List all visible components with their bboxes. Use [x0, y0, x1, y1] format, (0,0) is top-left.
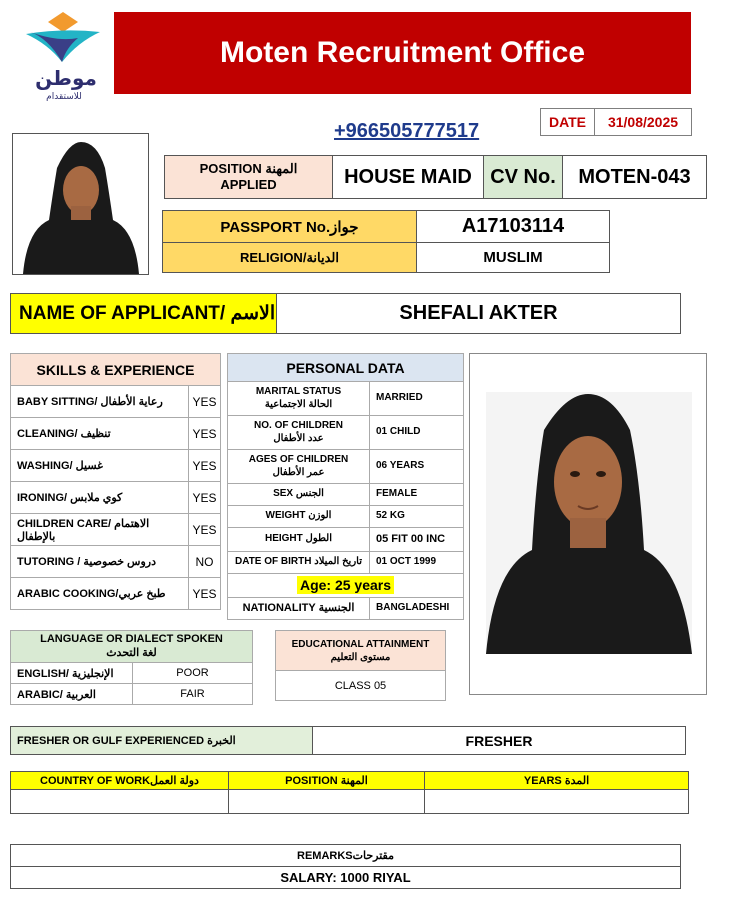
education-title: EDUCATIONAL ATTAINMENT مستوى التعليم	[276, 631, 446, 671]
skill-label: IRONING/ كوي ملابس	[11, 482, 189, 514]
language-level: POOR	[133, 663, 253, 684]
passport-table	[162, 210, 610, 273]
position-label: POSITION المهنة APPLIED	[165, 156, 333, 198]
passport-label: PASSPORT No.جواز	[163, 211, 417, 243]
language-table	[10, 630, 253, 705]
applicant-name-row	[10, 293, 681, 334]
skill-value: YES	[189, 450, 221, 482]
skills-table	[10, 353, 221, 610]
weight-label: WEIGHT الوزن	[228, 506, 370, 528]
sex-label: SEX الجنس	[228, 484, 370, 506]
work-years-cell	[425, 790, 689, 814]
skill-row	[11, 546, 221, 578]
language-title: LANGUAGE OR DIALECT SPOKEN لغة التحدث	[11, 631, 253, 663]
position-value: HOUSE MAID	[333, 156, 484, 198]
skill-row	[11, 418, 221, 450]
country-of-work-header: COUNTRY OF WORKدولة العمل	[11, 772, 229, 790]
work-years-header: YEARS المدة	[425, 772, 689, 790]
work-position-header: POSITION المهنة	[229, 772, 425, 790]
nationality-value: BANGLADESHI	[370, 598, 464, 620]
skill-value: YES	[189, 418, 221, 450]
children-ages-value: 06 YEARS	[370, 450, 464, 484]
skills-title: SKILLS & EXPERIENCE	[11, 354, 221, 386]
skill-value: NO	[189, 546, 221, 578]
children-count-label: NO. OF CHILDREN عدد الأطفال	[228, 416, 370, 450]
skill-label: TUTORING / دروس خصوصية	[11, 546, 189, 578]
religion-label: RELIGION/الديانة	[163, 243, 417, 273]
work-country-cell	[11, 790, 229, 814]
logo-name: موطن	[35, 66, 97, 90]
nationality-label: NATIONALITY الجنسية	[228, 598, 370, 620]
date-box	[540, 108, 692, 136]
logo-mark-icon	[18, 8, 108, 68]
experience-value: FRESHER	[465, 732, 533, 749]
page-title: Moten Recruitment Office	[114, 12, 691, 94]
personal-data-title: PERSONAL DATA	[228, 354, 464, 382]
cv-number-value: MOTEN-043	[578, 165, 691, 188]
experience-row	[10, 726, 686, 755]
logo-subtitle: للاستقدام	[46, 92, 82, 102]
skill-row	[11, 386, 221, 418]
marital-status-value: MARRIED	[370, 382, 464, 416]
date-label: DATE	[541, 109, 595, 135]
applicant-name-value: SHEFALI AKTER	[399, 302, 558, 324]
skill-value: YES	[189, 386, 221, 418]
skill-value: YES	[189, 514, 221, 546]
skill-row	[11, 450, 221, 482]
height-value: 05 FIT 00 INC	[370, 528, 464, 552]
children-ages-label: AGES OF CHILDREN عمر الأطفال	[228, 450, 370, 484]
skill-value: YES	[189, 578, 221, 610]
marital-status-label: MARITAL STATUS الحالة الاجتماعية	[228, 382, 370, 416]
skill-value: YES	[189, 482, 221, 514]
portrait-photo-icon	[13, 134, 148, 274]
skill-label: BABY SITTING/ رعاية الأطفال	[11, 386, 189, 418]
work-position-cell	[229, 790, 425, 814]
skill-label: ARABIC COOKING/طبخ عربي	[11, 578, 189, 610]
passport-value: A17103114	[417, 211, 610, 243]
remarks-table	[10, 844, 681, 889]
applicant-photo-large	[469, 353, 707, 695]
age-value: Age: 25 years	[297, 576, 394, 594]
skill-row	[11, 514, 221, 546]
height-label: HEIGHT الطول	[228, 528, 370, 552]
phone-link[interactable]: +966505777517	[334, 120, 480, 142]
skill-label: CLEANING/ تنظيف	[11, 418, 189, 450]
dob-value: 01 OCT 1999	[370, 552, 464, 574]
skill-row	[11, 578, 221, 610]
age-cell	[228, 574, 464, 598]
portrait-photo-icon	[470, 354, 706, 694]
work-row	[11, 790, 689, 814]
experience-label: FRESHER OR GULF EXPERIENCED الخبرة	[11, 727, 313, 754]
education-table	[275, 630, 446, 701]
children-count-value: 01 CHILD	[370, 416, 464, 450]
skill-row	[11, 482, 221, 514]
cv-number-label: CV No.	[484, 156, 563, 198]
remarks-label: REMARKSمقترحات	[11, 845, 681, 867]
education-value: CLASS 05	[276, 671, 446, 701]
position-row	[164, 155, 707, 199]
language-label: ARABIC/ العربية	[11, 684, 133, 705]
company-logo	[18, 8, 108, 103]
skill-label: WASHING/ غسيل	[11, 450, 189, 482]
applicant-photo-small	[12, 133, 149, 275]
date-value: 31/08/2025	[607, 114, 679, 130]
language-level: FAIR	[133, 684, 253, 705]
weight-value: 52 KG	[370, 506, 464, 528]
skill-label: CHILDREN CARE/ الاهتمام بالإطفال	[11, 514, 189, 546]
language-row	[11, 663, 253, 684]
religion-value: MUSLIM	[417, 243, 610, 273]
language-row	[11, 684, 253, 705]
language-label: ENGLISH/ الإنجليزية	[11, 663, 133, 684]
remarks-value: SALARY: 1000 RIYAL	[11, 867, 681, 889]
personal-data-table	[227, 353, 464, 620]
work-history-table	[10, 771, 689, 814]
sex-value: FEMALE	[370, 484, 464, 506]
applicant-name-label: NAME OF APPLICANT/ الاسم	[11, 294, 277, 333]
dob-label: DATE OF BIRTH تاريخ الميلاد	[228, 552, 370, 574]
